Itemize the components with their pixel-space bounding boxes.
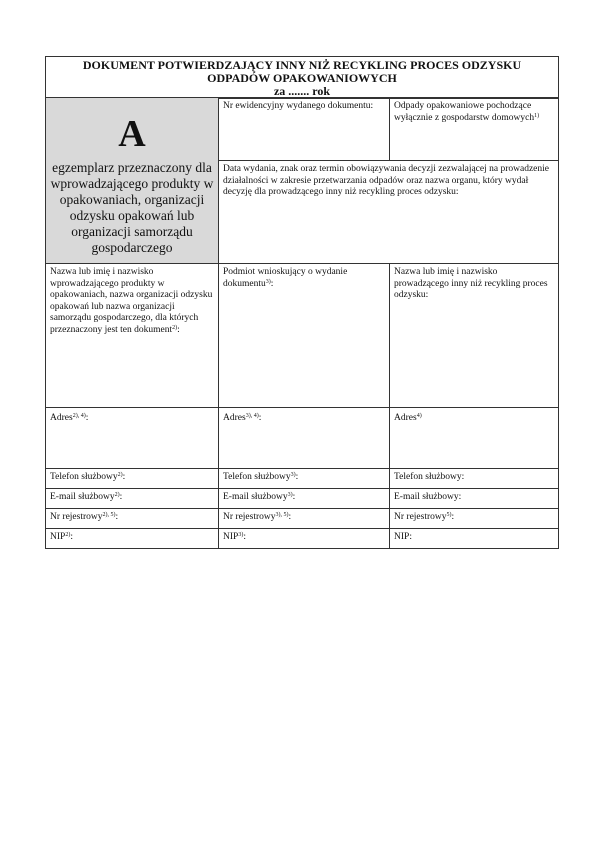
regno-field-1[interactable] xyxy=(45,508,219,529)
colon: : xyxy=(451,512,455,522)
regno-label: Nr rejestrowy xyxy=(50,512,103,522)
introducer-name-label: Nazwa lub imię i nazwisko wprowadzającego produkty w opakowaniach, nazwa organizacji odzysku opakowań lub nazwa organizacji samorządu gospodarczego, dla których przeznaczony jest ten dokument xyxy=(50,267,213,335)
email-label: E-mail służbowy xyxy=(394,492,459,502)
footnote-ref: 3), 4) xyxy=(245,413,259,419)
nip-label: NIP xyxy=(223,532,239,542)
decision-field[interactable] xyxy=(218,160,559,264)
colon: : xyxy=(409,532,412,542)
title-line-2: ODPADÓW OPAKOWANIOWYCH xyxy=(207,71,397,85)
introducer-name-field[interactable] xyxy=(45,263,219,408)
colon: : xyxy=(243,532,246,542)
phone-field-1[interactable] xyxy=(45,468,219,489)
colon: : xyxy=(288,512,292,522)
form-title xyxy=(46,57,558,99)
title-line-3: za ....... rok xyxy=(273,84,331,98)
doc-number-label: Nr ewidencyjny wydanego dokumentu: xyxy=(223,101,374,111)
colon: : xyxy=(115,512,119,522)
nip-field-1[interactable] xyxy=(45,528,219,549)
footnote-ref: 4) xyxy=(416,413,422,419)
footnote-ref: 3) xyxy=(265,278,271,285)
email-label: E-mail służbowy xyxy=(223,492,288,502)
copy-a-box xyxy=(45,97,219,264)
email-label: E-mail służbowy xyxy=(50,492,115,502)
email-field-3[interactable] xyxy=(389,488,559,509)
applicant-field[interactable] xyxy=(218,263,390,408)
address-field-3[interactable] xyxy=(389,407,559,469)
colon: : xyxy=(270,278,274,289)
address-field-1[interactable] xyxy=(45,407,219,469)
footnote-ref: 5) xyxy=(446,512,452,518)
colon: : xyxy=(122,472,126,482)
title-line-1: DOKUMENT POTWIERDZAJĄCY INNY NIŻ RECYKLING PROCES ODZYSKU xyxy=(82,58,522,72)
copy-letter: A xyxy=(118,113,146,155)
footnote-ref: 3), 5) xyxy=(275,512,289,518)
household-waste-label: Odpady opakowaniowe pochodzące wyłącznie z gospodarstw domowych xyxy=(394,101,535,123)
nip-field-3[interactable] xyxy=(389,528,559,549)
colon: : xyxy=(295,472,299,482)
footnote-ref: 2), 4) xyxy=(72,413,86,419)
email-field-1[interactable] xyxy=(45,488,219,509)
address-label: Adres xyxy=(50,413,73,423)
colon: : xyxy=(458,492,462,502)
colon: : xyxy=(119,492,123,502)
colon: : xyxy=(461,472,465,482)
footnote-ref: 2) xyxy=(114,492,120,498)
copy-description: egzemplarz przeznaczony dla wprowadzającego produkty w opakowaniach, organizacji odzysku opakowań lub organizacji samorządu gospodarczego xyxy=(50,160,214,255)
footnote-ref: 2) xyxy=(172,324,178,331)
footnote-ref: 3) xyxy=(287,492,293,498)
colon: : xyxy=(70,532,73,542)
footnote-ref: 2) xyxy=(65,532,71,538)
phone-label: Telefon służbowy xyxy=(50,472,118,482)
recovery-operator-label: Nazwa lub imię i nazwisko prowadzącego inny niż recykling proces odzysku: xyxy=(394,267,548,300)
address-field-2[interactable] xyxy=(218,407,390,469)
phone-field-2[interactable] xyxy=(218,468,390,489)
email-field-2[interactable] xyxy=(218,488,390,509)
nip-label: NIP xyxy=(50,532,66,542)
footnote-ref: 3) xyxy=(290,472,296,478)
household-waste-field[interactable] xyxy=(389,97,559,161)
footnote-ref: 2), 5) xyxy=(102,512,116,518)
footnote-ref: 1) xyxy=(534,112,540,119)
colon: : xyxy=(292,492,296,502)
phone-field-3[interactable] xyxy=(389,468,559,489)
doc-number-field[interactable] xyxy=(218,97,390,161)
address-label: Adres xyxy=(394,413,417,423)
colon: : xyxy=(258,413,262,423)
regno-label: Nr rejestrowy xyxy=(394,512,447,522)
regno-field-2[interactable] xyxy=(218,508,390,529)
decision-label: Data wydania, znak oraz termin obowiązywania decyzji zezwalającej na prowadzenie działalności w zakresie przetwarzania odpadów oraz nazwa organu, który wydał decyzję dla prowadzącego inny niż recykling proces odzysku: xyxy=(223,164,549,197)
colon: : xyxy=(177,324,180,335)
footnote-ref: 2) xyxy=(117,472,123,478)
recovery-operator-field[interactable] xyxy=(389,263,559,408)
phone-label: Telefon służbowy xyxy=(223,472,291,482)
nip-field-2[interactable] xyxy=(218,528,390,549)
nip-label: NIP xyxy=(394,532,410,542)
colon: : xyxy=(85,413,89,423)
footnote-ref: 3) xyxy=(238,532,244,538)
phone-label: Telefon służbowy xyxy=(394,472,462,482)
applicant-label: Podmiot wnioskujący o wydanie dokumentu xyxy=(223,267,348,289)
regno-field-3[interactable] xyxy=(389,508,559,529)
regno-label: Nr rejestrowy xyxy=(223,512,276,522)
address-label: Adres xyxy=(223,413,246,423)
